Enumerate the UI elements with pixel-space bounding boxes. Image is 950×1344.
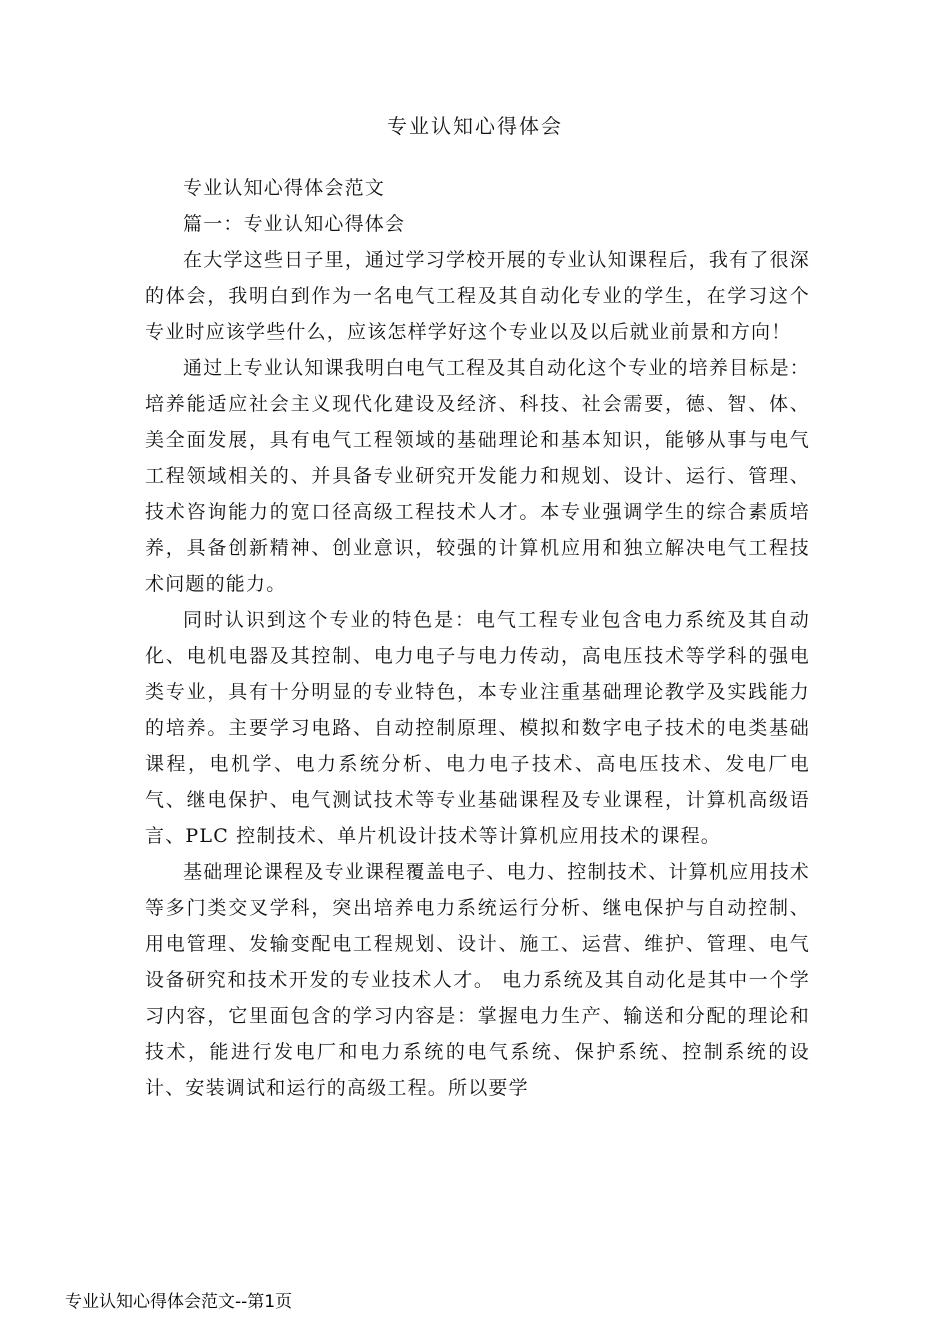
paragraph: 在大学这些日子里，通过学习学校开展的专业认知课程后，我有了很深的体会，我明白到作为一名电气工程及其自动化专业的学生，在学习这个专业时应该学些什么，应该怎样学好这个专业以及以后就业前景和方向！: [145, 249, 810, 343]
document-title: 专业认知心得体会: [387, 114, 563, 138]
paragraph-section-title: 篇一：专业认知心得体会: [183, 213, 406, 235]
paragraph: 通过上专业认知课我明白电气工程及其自动化这个专业的培养目标是：培养能适应社会主义现代化建设及经济、科技、社会需要，德、智、体、美全面发展，具有电气工程领域的基础理论和基本知识，能够从事与电气工程领域相关的、并具备专业研究开发能力和规划、设计、运行、管理、技术咨询能力的宽口径高级工程技术人才。本专业强调学生的综合素质培养，具备创新精神、创业意识，较强的计算机应用和独立解决电气工程技术问题的能力。: [145, 357, 810, 595]
paragraph: 同时认识到这个专业的特色是：电气工程专业包含电力系统及其自动化、电机电器及其控制、电力电子与电力传动，高电压技术等学科的强电类专业，具有十分明显的专业特色，本专业注重基础理论教学及实践能力的培养。主要学习电路、自动控制原理、模拟和数字电子技术的电类基础课程，电机学、电力系统分析、电力电子技术、高电压技术、发电厂电气、继电保护、电气测试技术等专业基础课程及专业课程，计算机高级语言、PLC 控制技术、单片机设计技术等计算机应用技术的课程。: [145, 609, 810, 847]
document-body: [145, 170, 810, 1106]
paragraph: 基础理论课程及专业课程覆盖电子、电力、控制技术、计算机应用技术等多门类交叉学科，突出培养电力系统运行分析、继电保护与自动控制、用电管理、发输变配电工程规划、设计、施工、运营、维护、管理、电气设备研究和技术开发的专业技术人才。 电力系统及其自动化是其中一个学习内容，它里面包含的学习内容是：掌握电力生产、输送和分配的理论和技术，能进行发电厂和电力系统的电气系统、保护系统、控制系统的设计、安装调试和运行的高级工程。所以要学: [145, 861, 810, 1099]
paragraph-heading: 专业认知心得体会范文: [183, 177, 386, 199]
page-footer: 专业认知心得体会范文--第1页: [65, 1292, 293, 1312]
